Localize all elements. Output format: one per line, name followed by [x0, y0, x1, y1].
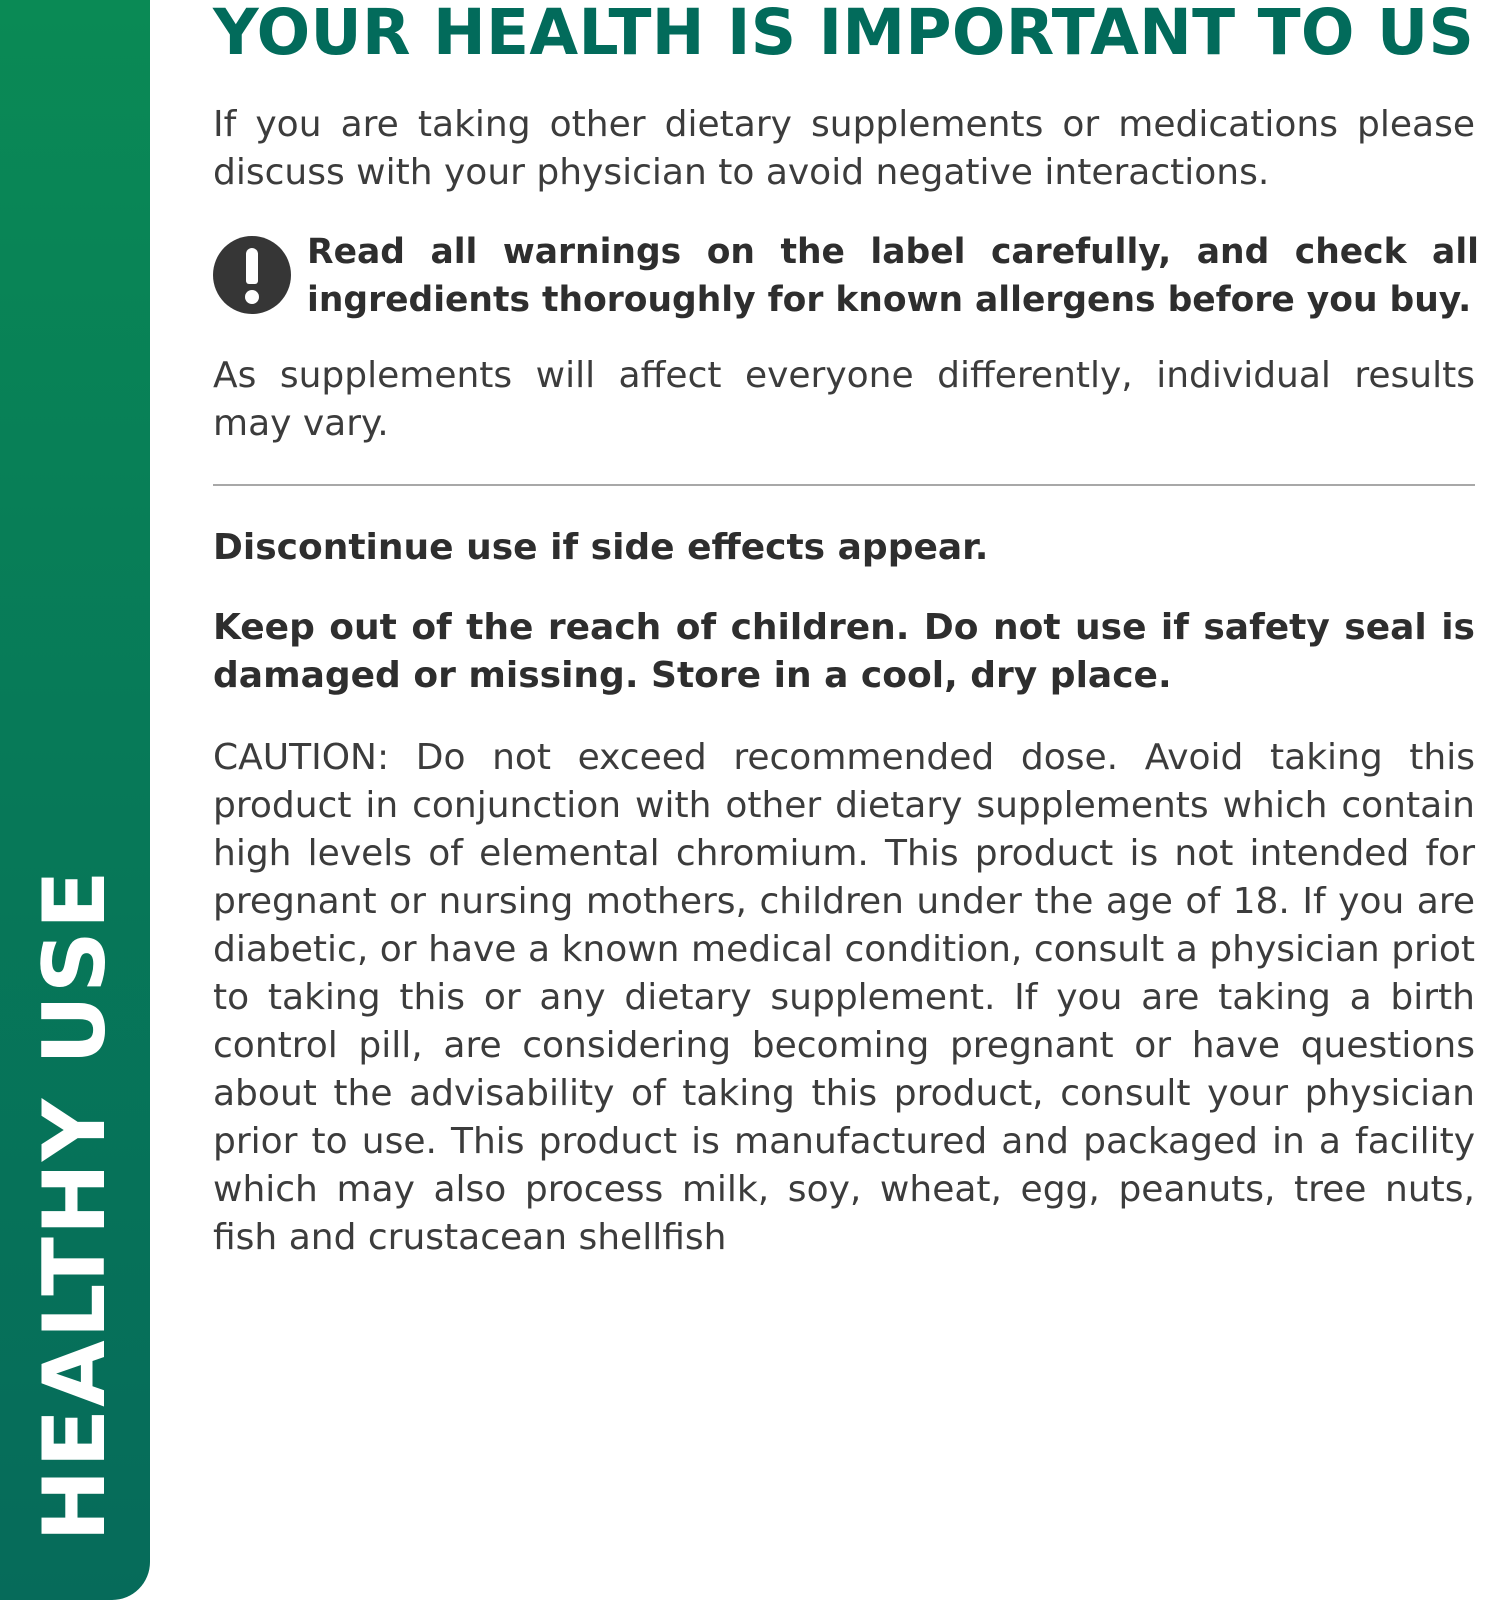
exclamation-icon [213, 236, 291, 314]
side-label: HEALTHY USE [25, 868, 125, 1542]
intro-paragraph: If you are taking other dietary supplements or medications please discuss with your physician to avoid negative interactions. [213, 104, 1475, 193]
results-paragraph: As supplements will affect everyone differently, individual results may vary. [213, 355, 1475, 444]
divider [213, 484, 1475, 486]
storage-notice: Keep out of the reach of children. Do not use if safety seal is damaged or missing. Store in a cool, dry place. [213, 607, 1475, 696]
caution-paragraph: CAUTION: Do not exceed recommended dose. Avoid taking this product in conjunction with other dietary supplements which contain high levels of elemental chromium. This product is not intended for pregnant or nursing mothers, children under the age of 18. If you are diabetic, or have a known medical condition, consult a physician priot to taking this or any dietary supplement. If you are taking a birth control pill, are considering becoming pregnant or have questions about the advisability of taking this product, consult your physician prior to use. This product is manufactured and packaged in a facility which may also process milk, soy, wheat, egg, peanuts, tree nuts, fish and crustacean shellfish [213, 737, 1475, 1258]
discontinue-notice: Discontinue use if side effects appear. [213, 527, 989, 568]
page-title: YOUR HEALTH IS IMPORTANT TO US [213, 0, 1475, 69]
warning-text: Read all warnings on the label carefully, and check all ingredients thoroughly for known allergens before you buy. [307, 232, 1479, 320]
side-band [0, 0, 150, 1600]
